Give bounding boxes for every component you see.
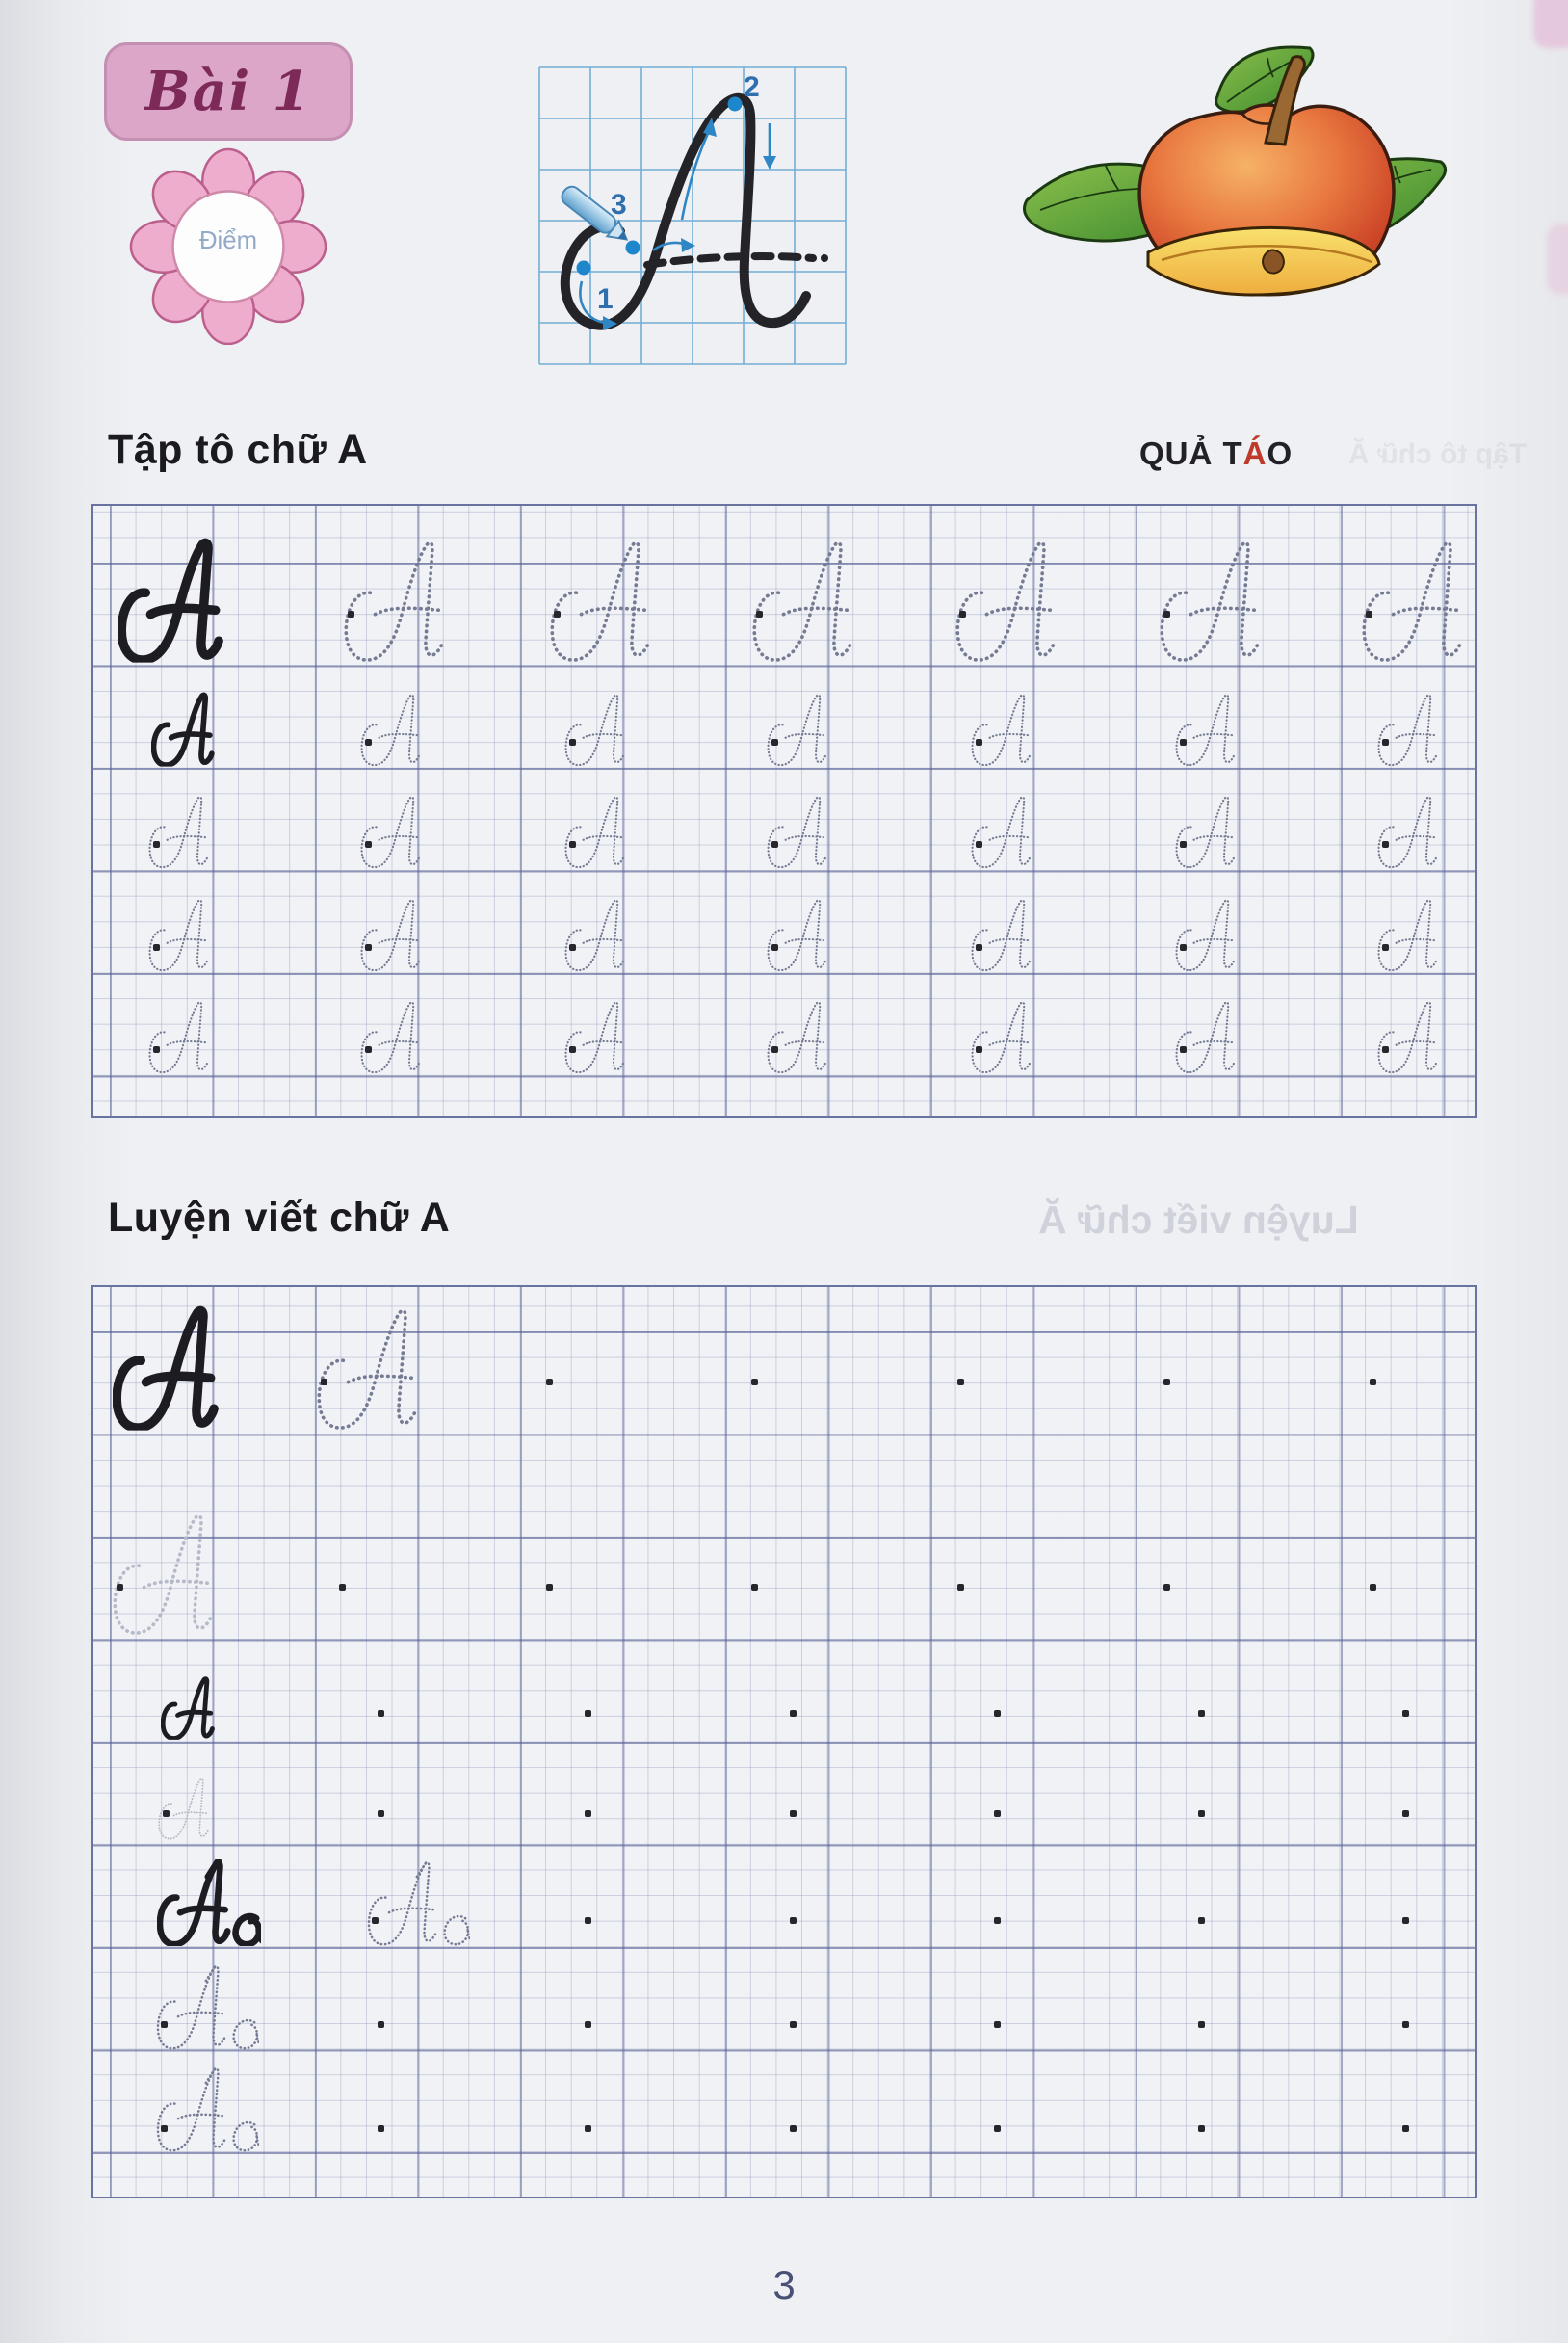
practice-letter-A-dotted: [1376, 691, 1441, 768]
practice-letter-A-dotted: [750, 536, 858, 665]
letter-start-dot: [554, 611, 561, 618]
letter-start-dot: [1382, 739, 1389, 746]
practice-letter-A-dotted: [1174, 793, 1239, 870]
writing-guide-dot: [585, 1917, 591, 1924]
letter-start-dot: [153, 944, 160, 951]
letter-start-dot: [321, 1379, 327, 1385]
writing-guide-dot: [339, 1584, 346, 1591]
practice-letter-A-solid: [151, 691, 216, 768]
practice-letter-A-dotted: [1360, 536, 1468, 665]
bleed-through-text: Luyện viết chữ Ă: [1038, 1198, 1359, 1242]
writing-guide-dot: [751, 1379, 758, 1385]
writing-guide-dot: [546, 1379, 553, 1385]
apple-slice: [1148, 227, 1379, 295]
letter-start-dot: [976, 841, 982, 848]
letter-start-dot: [1382, 841, 1389, 848]
letter-start-dot: [153, 1046, 160, 1053]
practice-letter-A-dotted: [970, 793, 1034, 870]
practice-letter-A-dotted: [563, 691, 628, 768]
apple-illustration: [990, 21, 1477, 310]
letter-start-dot: [976, 944, 982, 951]
practice-letter-A-solid: [113, 1303, 221, 1433]
apple-seed: [1263, 250, 1284, 274]
writing-guide-dot: [1198, 1917, 1205, 1924]
writing-guide-dot: [1163, 1584, 1170, 1591]
lesson-badge-label: Bài 1: [144, 60, 312, 123]
writing-guide-dot: [1402, 2125, 1409, 2132]
writing-guide-dot: [957, 1379, 964, 1385]
letter-start-dot: [569, 739, 576, 746]
writing-guide-dot: [378, 1710, 384, 1717]
practice-letter-Ao-dotted: [366, 1859, 470, 1946]
section-heading-write: Luyện viết chữ A: [108, 1195, 451, 1241]
writing-guide-dot: [790, 2021, 797, 2028]
practice-letter-A-dotted: [766, 998, 830, 1075]
writing-guide-dot: [957, 1584, 964, 1591]
page-bleed-smudge: [1533, 0, 1568, 48]
practice-letter-A-dotted: [147, 793, 212, 870]
diagram-crossbar-dashed: [647, 256, 813, 265]
caption-accent-letter: Á: [1242, 435, 1267, 471]
writing-guide-dot: [585, 1710, 591, 1717]
letter-start-dot: [365, 944, 372, 951]
practice-letter-A-dotted: [1376, 793, 1441, 870]
letter-start-dot: [163, 1810, 170, 1817]
practice-letter-A-dotted: [315, 1303, 423, 1433]
letter-start-dot: [771, 841, 778, 848]
practice-letter-A-dotted: [147, 896, 212, 973]
writing-guide-dot: [1163, 1379, 1170, 1385]
letter-start-dot: [756, 611, 763, 618]
letter-start-dot: [1382, 944, 1389, 951]
letter-start-dot: [771, 1046, 778, 1053]
letter-start-dot: [1366, 611, 1372, 618]
practice-letter-A-dotted: [970, 896, 1034, 973]
section-heading-trace: Tập tô chữ A: [108, 427, 368, 473]
writing-guide-dot: [994, 1810, 1001, 1817]
writing-guide-dot: [1402, 1710, 1409, 1717]
writing-guide-dot: [378, 1810, 384, 1817]
caption-suffix: O: [1267, 435, 1294, 471]
letter-start-dot: [1180, 944, 1187, 951]
practice-letter-A-dotted: [147, 998, 212, 1075]
letter-start-dot: [161, 2021, 168, 2028]
writing-guide-dot: [994, 2125, 1001, 2132]
practice-letter-A-dotted: [766, 896, 830, 973]
bleed-through-text: Tập tô chữ Ă: [1348, 438, 1528, 470]
practice-letter-A-dotted: [766, 691, 830, 768]
writing-guide-dot: [378, 2125, 384, 2132]
writing-guide-dot: [585, 1810, 591, 1817]
writing-guide-dot: [378, 2021, 384, 2028]
practice-letter-A-dotted: [766, 793, 830, 870]
writing-guide-dot: [790, 2125, 797, 2132]
letter-start-dot: [161, 2125, 168, 2132]
writing-guide-dot: [994, 2021, 1001, 2028]
writing-guide-dot: [1402, 1810, 1409, 1817]
caption-prefix: QUẢ T: [1139, 435, 1243, 471]
letter-start-dot: [959, 611, 966, 618]
practice-letter-A-dotted: [1174, 998, 1239, 1075]
letter-start-dot: [372, 1917, 379, 1924]
writing-guide-dot: [790, 1810, 797, 1817]
practice-letter-A-dotted: [359, 793, 424, 870]
practice-letter-A-dotted: [1376, 998, 1441, 1075]
practice-letter-A-dotted: [1376, 896, 1441, 973]
writing-guide-dot: [585, 2125, 591, 2132]
writing-guide-dot: [790, 1917, 797, 1924]
trace-practice-grid: [91, 504, 1477, 1118]
writing-guide-dot: [1198, 2125, 1205, 2132]
letter-start-dot: [365, 1046, 372, 1053]
writing-guide-dot: [1402, 1917, 1409, 1924]
writing-guide-dot: [1198, 1710, 1205, 1717]
practice-letter-A-solid: [161, 1675, 216, 1741]
practice-letter-Ao-solid: [157, 1859, 261, 1946]
practice-letter-A-dotted: [563, 793, 628, 870]
practice-letter-A-dotted: [1174, 691, 1239, 768]
practice-letter-Ao-dotted: [155, 1963, 259, 2050]
writing-guide-dot: [994, 1710, 1001, 1717]
writing-guide-dot: [546, 1584, 553, 1591]
practice-letter-A-dotted: [359, 896, 424, 973]
page-number: 3: [772, 2262, 796, 2307]
practice-letter-A-dotted: [1174, 896, 1239, 973]
writing-guide-dot: [1370, 1379, 1376, 1385]
page-bleed-smudge: [1547, 224, 1568, 295]
practice-letter-A-dotted: [359, 691, 424, 768]
letter-start-dot: [771, 944, 778, 951]
writing-guide-dot: [994, 1917, 1001, 1924]
writing-guide-dot: [1198, 2021, 1205, 2028]
letter-start-dot: [1382, 1046, 1389, 1053]
practice-letter-A-dotted: [548, 536, 656, 665]
letter-start-dot: [1180, 739, 1187, 746]
crossbar-end-dot: [821, 254, 828, 262]
letter-start-dot: [569, 841, 576, 848]
practice-letter-A-faint: [111, 1509, 219, 1638]
letter-start-dot: [569, 1046, 576, 1053]
letter-start-dot: [365, 739, 372, 746]
writing-guide-dot: [1198, 1810, 1205, 1817]
letter-start-dot: [976, 739, 982, 746]
letter-start-dot: [348, 611, 354, 618]
practice-letter-Ao-dotted: [155, 2066, 259, 2152]
practice-letter-A-dotted: [954, 536, 1061, 665]
stroke-order-diagram: [536, 64, 857, 366]
lesson-badge: [104, 42, 353, 141]
step-number-1: 1: [597, 283, 614, 315]
practice-letter-A-dotted: [970, 691, 1034, 768]
writing-guide-dot: [790, 1710, 797, 1717]
letter-start-dot: [976, 1046, 982, 1053]
writing-guide-dot: [1370, 1584, 1376, 1591]
practice-letter-A-dotted: [1158, 536, 1266, 665]
step-number-3: 3: [611, 189, 627, 221]
practice-letter-A-solid: [118, 536, 225, 665]
letter-start-dot: [1163, 611, 1170, 618]
letter-start-dot: [771, 739, 778, 746]
writing-guide-dot: [585, 2021, 591, 2028]
practice-letter-A-dotted: [342, 536, 450, 665]
letter-start-dot: [117, 1584, 123, 1591]
letter-start-dot: [1180, 841, 1187, 848]
apple-caption: [1139, 435, 1293, 472]
letter-start-dot: [365, 841, 372, 848]
writing-guide-dot: [751, 1584, 758, 1591]
practice-letter-A-faint: [157, 1776, 212, 1841]
letter-start-dot: [153, 841, 160, 848]
practice-letter-A-dotted: [563, 896, 628, 973]
step-number-2: 2: [744, 71, 760, 103]
score-flower: [128, 145, 328, 345]
letter-start-dot: [1180, 1046, 1187, 1053]
writing-guide-dot: [1402, 2021, 1409, 2028]
letter-start-dot: [569, 944, 576, 951]
score-label: Điểm: [198, 226, 258, 254]
practice-letter-A-dotted: [563, 998, 628, 1075]
practice-letter-A-dotted: [359, 998, 424, 1075]
write-practice-grid: [91, 1285, 1477, 2198]
practice-letter-A-dotted: [970, 998, 1034, 1075]
